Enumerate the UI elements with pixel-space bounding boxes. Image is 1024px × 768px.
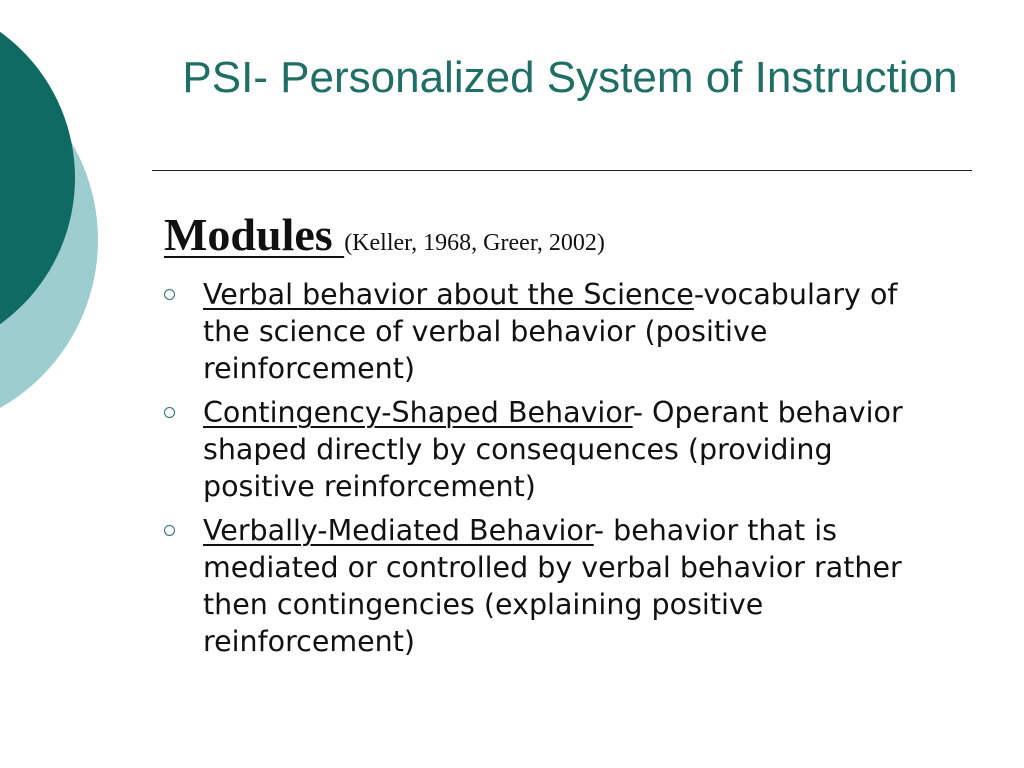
bullet-term: Contingency-Shaped Behavior (203, 396, 633, 429)
slide-title: PSI- Personalized System of Instruction (182, 53, 958, 102)
bullet-term: Verbal behavior about the Science (203, 278, 694, 311)
bullet-description: - Operant behavior shaped directly by consequences (providing positive reinforcement) (203, 396, 903, 503)
list-item (163, 276, 943, 387)
heading-citation: (Keller, 1968, Greer, 2002) (344, 230, 605, 256)
bullet-list (163, 276, 943, 667)
list-item (163, 512, 943, 660)
bullet-description: - behavior that is mediated or controlled by verbal behavior rather then contingencies (explaining positive reinforcement) (203, 514, 902, 658)
list-item (163, 394, 943, 505)
section-heading (164, 208, 605, 261)
decorative-circles (0, 0, 140, 420)
hollow-circle-bullet-icon (164, 525, 175, 536)
bullet-term: Verbally-Mediated Behavior (203, 514, 594, 547)
hollow-circle-bullet-icon (164, 289, 175, 300)
title-divider (152, 170, 972, 171)
bullet-description: -vocabulary of the science of verbal behavior (positive reinforcement) (203, 278, 898, 385)
hollow-circle-bullet-icon (164, 407, 175, 418)
heading-modules: Modules (164, 209, 345, 260)
